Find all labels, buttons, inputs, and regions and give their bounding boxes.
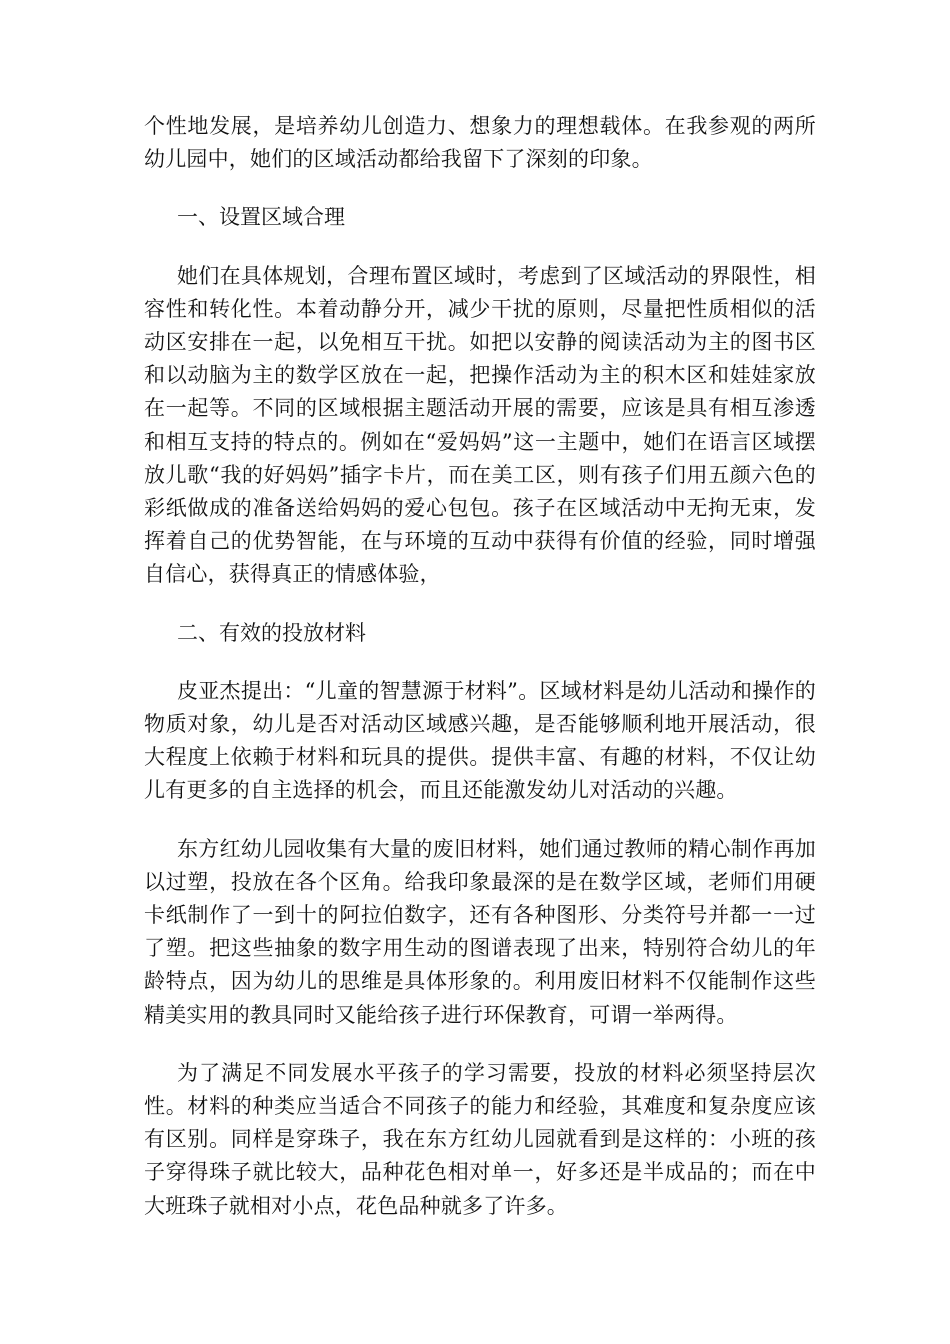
paragraph-recycled-materials: 东方红幼儿园收集有大量的废旧材料，她们通过教师的精心制作再加以过塑，投放在各个区角。给我印象最深的是在数学区域，老师们用硬卡纸制作了一到十的阿拉伯数字，还有各种图形、分类符号并都一一过了塑。把这些抽象的数字用生动的图谱表现了出来，特别符合幼儿的年龄特点，因为幼儿的思维是具体形象的。利用废旧材料不仅能制作这些精美实用的教具同时又能给孩子进行环保教育，可谓一举两得。: [144, 836, 816, 1027]
paragraph-area-layout: 她们在具体规划，合理布置区域时，考虑到了区域活动的界限性，相容性和转化性。本着动静分开，减少干扰的原则，尽量把性质相似的活动区安排在一起，以免相互干扰。如把以安静的阅读活动为主的图书区和以动脑为主的数学区放在一起，把操作活动为主的积木区和娃娃家放在一起等。不同的区域根据主题活动开展的需要，应该是具有相互渗透和相互支持的特点的。例如在“爱妈妈”这一主题中，她们在语言区域摆放儿歌“我的好妈妈”插字卡片，而在美工区，则有孩子们用五颜六色的彩纸做成的准备送给妈妈的爱心包包。孩子在区域活动中无拘无束，发挥着自己的优势智能，在与环境的互动中获得有价值的经验，同时增强自信心，获得真正的情感体验，: [144, 263, 816, 587]
section-heading-1: 一、设置区域合理: [177, 205, 345, 230]
paragraph-continuation: 个性地发展，是培养幼儿创造力、想象力的理想载体。在我参观的两所幼儿园中，她们的区域活动都给我留下了深刻的印象。: [144, 114, 816, 172]
section-heading-2: 二、有效的投放材料: [177, 620, 366, 645]
paragraph-layered-materials: 为了满足不同发展水平孩子的学习需要，投放的材料必须坚持层次性。材料的种类应当适合不同孩子的能力和经验，其难度和复杂度应该有区别。同样是穿珠子，我在东方红幼儿园就看到是这样的：小班的孩子穿得珠子就比较大，品种花色相对单一，好多还是半成品的；而在中大班珠子就相对小点，花色品种就多了许多。: [144, 1060, 816, 1218]
document-body: [144, 110, 816, 1248]
paragraph-piaget-materials: 皮亚杰提出：“儿童的智慧源于材料”。区域材料是幼儿活动和操作的物质对象，幼儿是否对活动区域感兴趣，是否能够顺利地开展活动，很大程度上依赖于材料和玩具的提供。提供丰富、有趣的材料，不仅让幼儿有更多的自主选择的机会，而且还能激发幼儿对活动的兴趣。: [144, 678, 816, 803]
